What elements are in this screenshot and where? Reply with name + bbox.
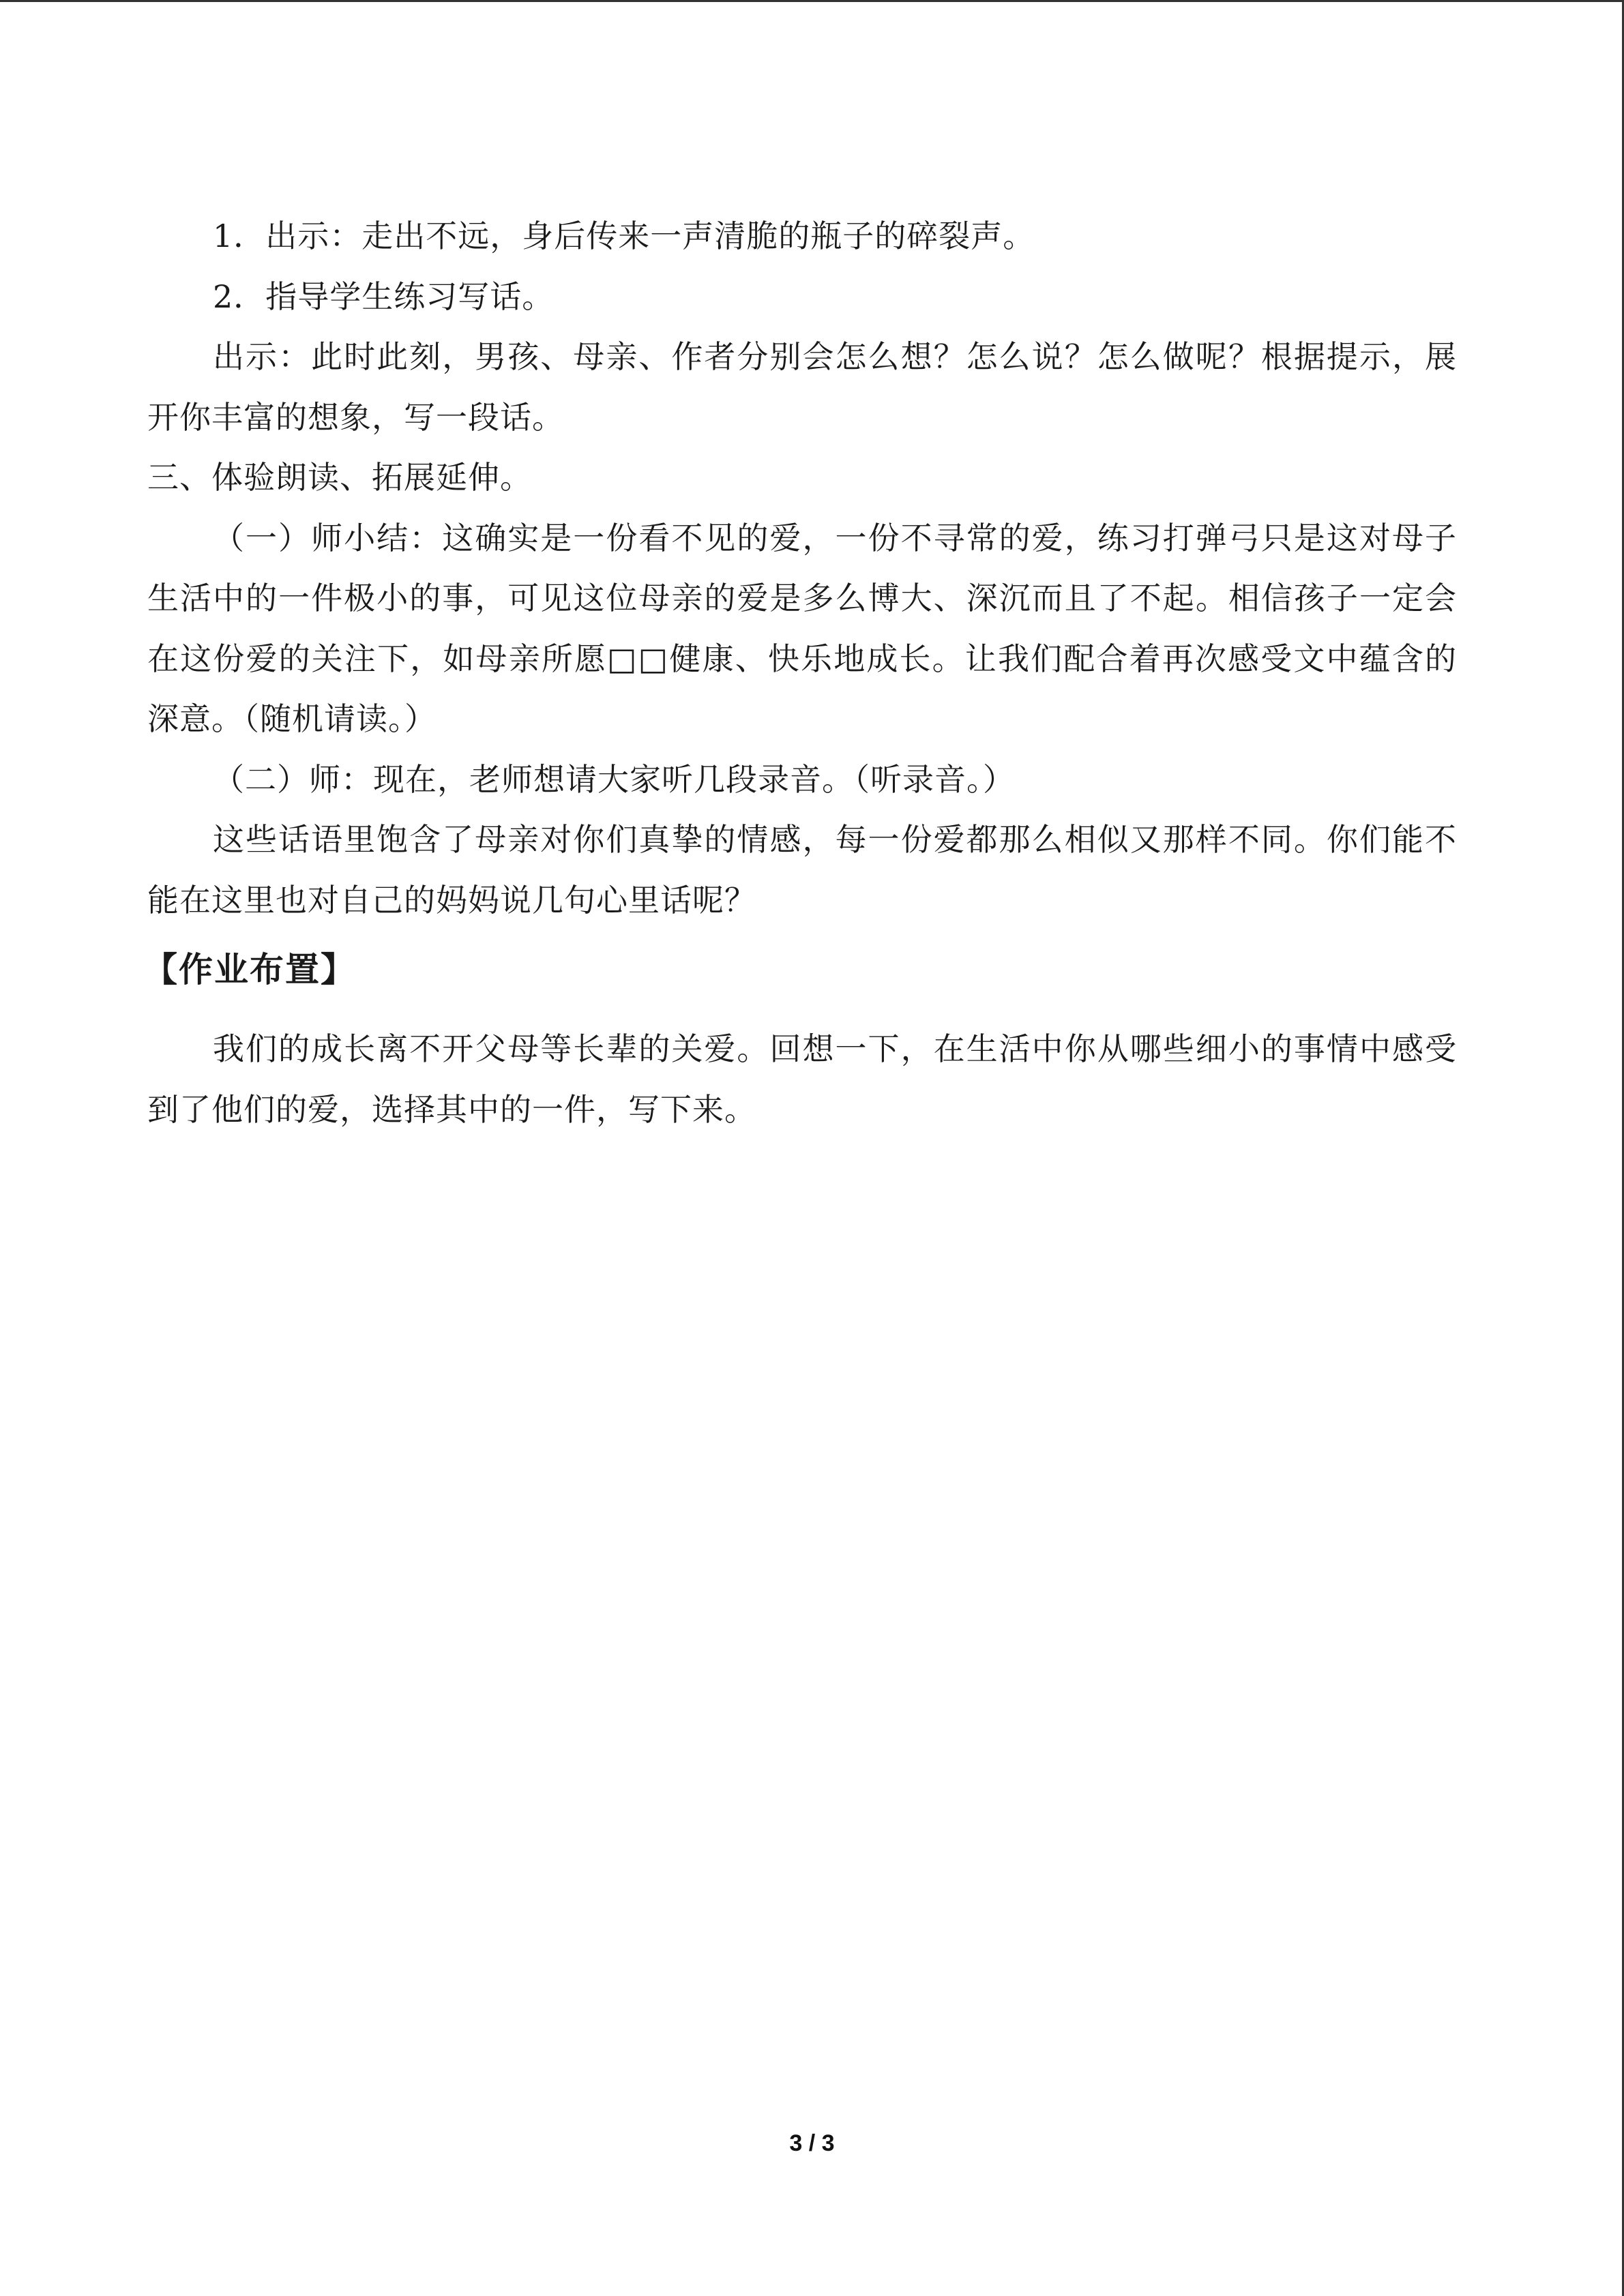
paragraph-recording: （二）师：现在，老师想请大家听几段录音。（听录音。） <box>213 760 1015 798</box>
homework-heading: 【作业布置】 <box>143 950 356 989</box>
paragraph-prompt: 出示：此时此刻，男孩、母亲、作者分别会怎么想？怎么说？怎么做呢？根据提示，展开你丰富的想象，写一段话。 <box>147 338 1457 436</box>
paragraph-item-2: 2．指导学生练习写话。 <box>213 278 555 315</box>
document-body <box>143 206 1457 1139</box>
page-number: 3 / 3 <box>789 2130 835 2156</box>
homework-text: 我们的成长离不开父母等长辈的关爱。回想一下，在生活中你从哪些细小的事情中感受到了他们的爱，选择其中的一件，写下来。 <box>147 1030 1457 1128</box>
paragraph-heart-words: 这些话语里饱含了母亲对你们真挚的情感，每一份爱都那么相似又那样不同。你们能不能在这里也对自己的妈妈说几句心里话呢？ <box>147 821 1457 919</box>
page-border-top <box>0 0 1624 2</box>
section-heading-three: 三、体验朗读、拓展延伸。 <box>147 459 532 496</box>
paragraph-item-1: 1．出示：走出不远，身后传来一声清脆的瓶子的碎裂声。 <box>213 218 1035 254</box>
paragraph-teacher-summary: （一）师小结：这确实是一份看不见的爱，一份不寻常的爱，练习打弹弓只是这对母子生活中的一件极小的事，可见这位母亲的爱是多么博大、深沉而且了不起。相信孩子一定会在这份爱的关注下，如母亲所愿□□健康、快乐地成长。让我们配合着再次感受文中蕴含的深意。（随机请读。） <box>147 519 1457 737</box>
